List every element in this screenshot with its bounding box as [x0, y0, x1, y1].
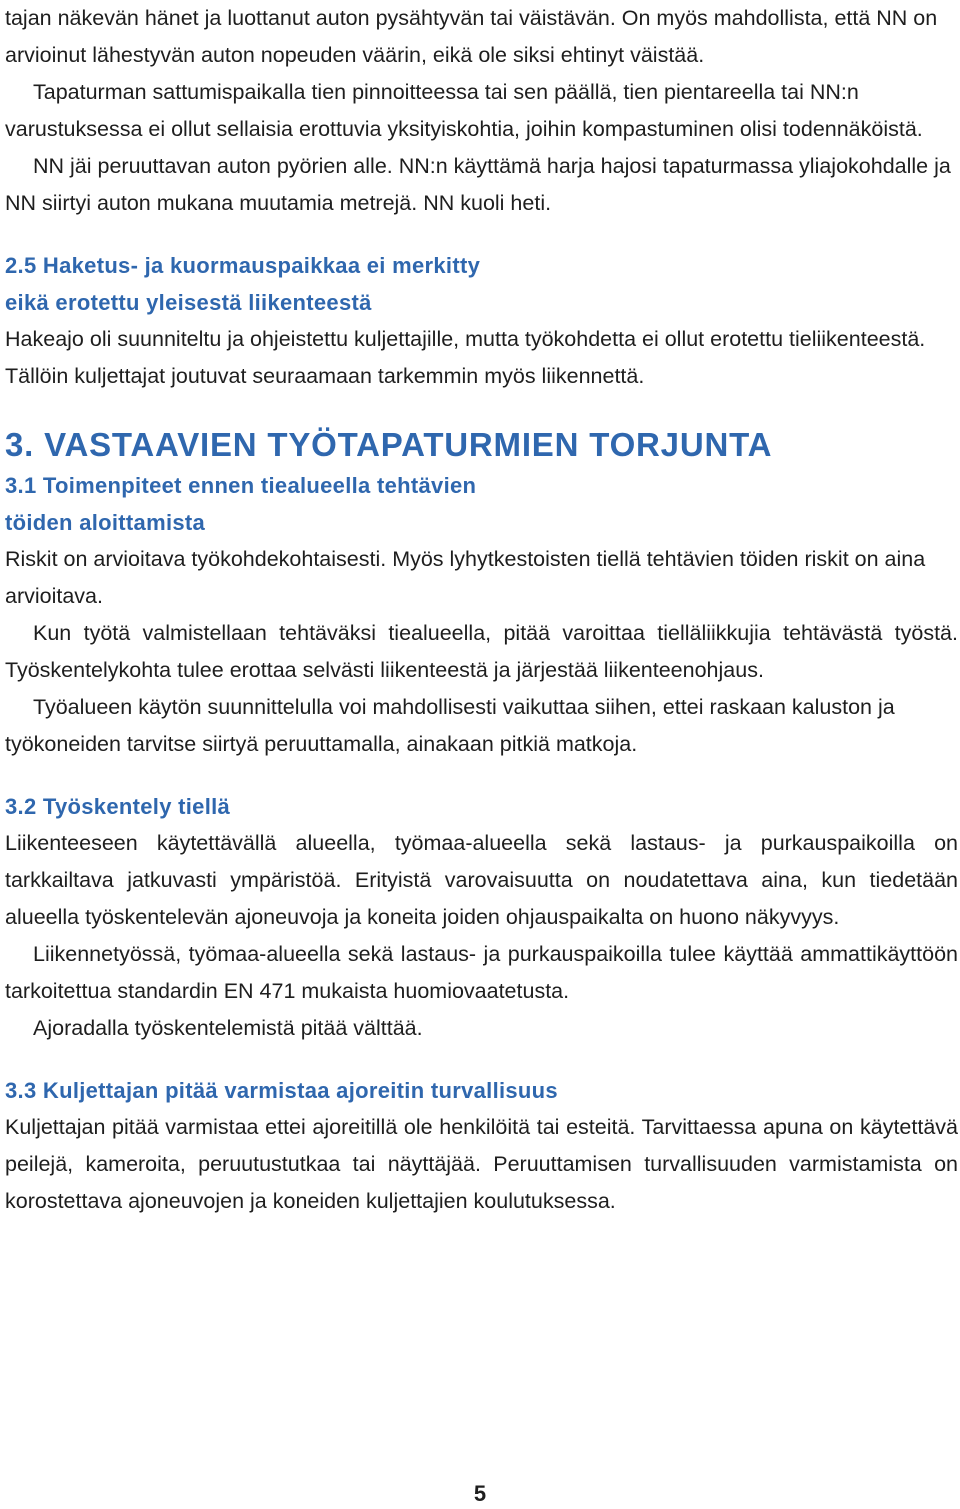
- section-heading-2-5: [5, 247, 958, 321]
- paragraph-text: tajan näkevän hänet ja luottanut auton pysähtyvän tai väistävän. On myös mahdollista, että NN on arvioinut lähestyvän auton nopeuden väärin, eikä ole siksi ehtinyt väistää.: [5, 6, 938, 67]
- section-heading-3-3: 3.3 Kuljettajan pitää varmistaa ajoreitin turvallisuus: [5, 1078, 558, 1103]
- heading-line: töiden aloittamista: [5, 510, 206, 535]
- paragraph-text: Liikenteeseen käytettävällä alueella, työmaa-alueella sekä lastaus- ja purkauspaikoilla on tarkkailtava jatkuvasti ympäristöä. Erityistä varovaisuutta on noudatettava aina, kun tiedetään alueella työskentelevän ajoneuvoja ja koneita joiden ohjauspaikalta on huono näkyvyys.: [5, 831, 958, 929]
- chapter-heading-3: 3. VASTAAVIEN TYÖTAPATURMIEN TORJUNTA: [5, 426, 773, 463]
- heading-line: 2.5 Haketus- ja kuormauspaikkaa ei merkitty: [5, 253, 481, 278]
- document-page: [5, 0, 958, 1220]
- paragraph-text: Ajoradalla työskentelemistä pitää välttää.: [33, 1016, 423, 1040]
- paragraph-text: Kuljettajan pitää varmistaa ettei ajoreitillä ole henkilöitä tai esteitä. Tarvittaessa apuna on käytettävä peilejä, kameroita, peruutustutkaa tai näyttäjää. Peruuttamisen turvallisuuden varmistamista on korostettava ajoneuvojen ja koneiden kuljettajien koulutuksessa.: [5, 1115, 958, 1213]
- section-heading-3-1: [5, 467, 958, 541]
- body-paragraph: [5, 321, 958, 395]
- paragraph-text: Liikennetyössä, työmaa-alueella sekä lastaus- ja purkauspaikoilla tulee käyttää ammattikäyttöön tarkoitettua standardin EN 471 mukaista huomiovaatetusta.: [5, 942, 958, 1003]
- body-paragraph: [5, 936, 958, 1010]
- body-paragraph: [5, 1010, 958, 1047]
- body-paragraph: [5, 825, 958, 936]
- heading-line: 3.1 Toimenpiteet ennen tiealueella tehtävien: [5, 473, 477, 498]
- paragraph-text: Tapaturman sattumispaikalla tien pinnoitteessa tai sen päällä, tien pientareella tai NN:n varustuksessa ei ollut sellaisia erottuvia yksityiskohtia, joihin kompastuminen olisi todennäköistä.: [5, 80, 923, 141]
- paragraph-text: NN jäi peruuttavan auton pyörien alle. NN:n käyttämä harja hajosi tapaturmassa yliajokohdalle ja NN siirtyi auton mukana muutamia metrejä. NN kuoli heti.: [5, 154, 951, 215]
- paragraph-text: Riskit on arvioitava työkohdekohtaisesti. Myös lyhytkestoisten tiellä tehtävien töiden riskit on aina arvioitava.: [5, 547, 926, 608]
- body-paragraph: [5, 0, 958, 74]
- paragraph-text: Hakeajo oli suunniteltu ja ohjeistettu kuljettajille, mutta työkohdetta ei ollut erotettu tieliikenteestä. Tällöin kuljettajat joutuvat seuraamaan tarkemmin myös liikennettä.: [5, 327, 926, 388]
- heading-line: eikä erotettu yleisestä liikenteestä: [5, 290, 372, 315]
- section-heading-3-2: 3.2 Työskentely tiellä: [5, 794, 231, 819]
- page-number: 5: [473, 1481, 487, 1506]
- paragraph-text: Työalueen käytön suunnittelulla voi mahdollisesti vaikuttaa siihen, ettei raskaan kaluston ja työkoneiden tarvitse siirtyä peruuttamalla, ainakaan pitkiä matkoja.: [5, 695, 895, 756]
- body-paragraph: [5, 74, 958, 148]
- paragraph-text: Kun työtä valmistellaan tehtäväksi tiealueella, pitää varoittaa tielläliikkujia tehtävästä työstä. Työskentelykohta tulee erottaa selvästi liikenteestä ja järjestää liikenteenohjaus.: [5, 621, 958, 682]
- body-paragraph: [5, 541, 958, 615]
- body-paragraph: [5, 615, 958, 689]
- body-paragraph: [5, 148, 958, 222]
- body-paragraph: [5, 1109, 958, 1220]
- body-paragraph: [5, 689, 958, 763]
